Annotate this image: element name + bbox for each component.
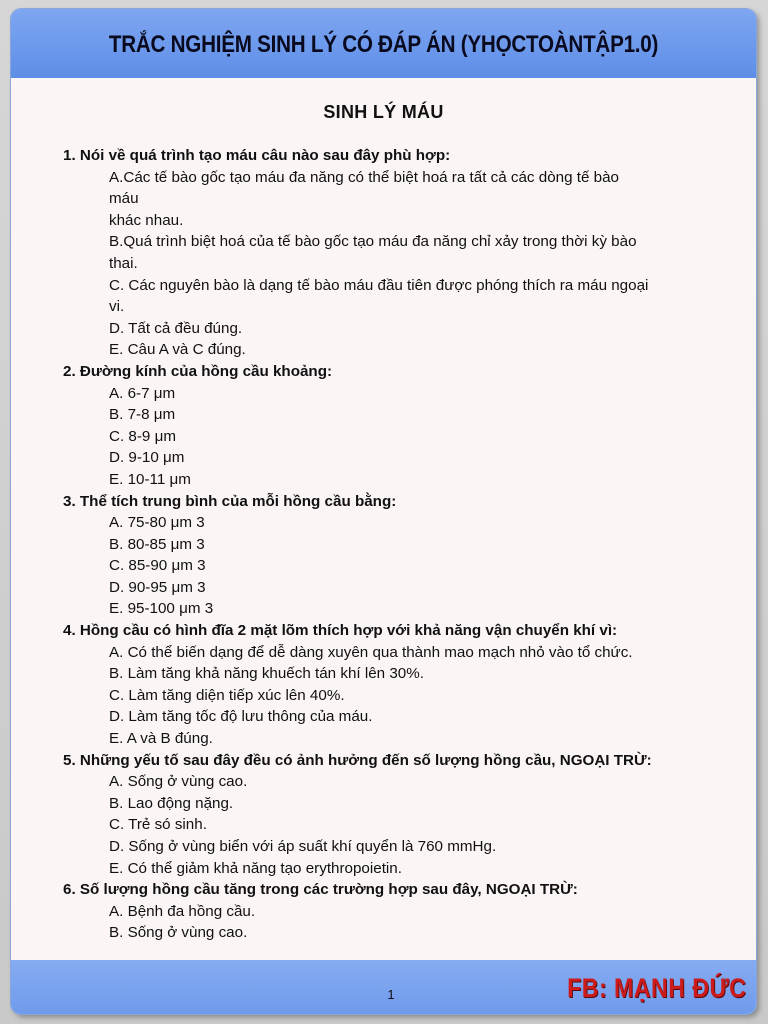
answer-option-line: A. Sống ở vùng cao.	[109, 773, 248, 791]
answer-option	[63, 275, 728, 318]
answer-option-line: E. Có thể giảm khả năng tạo erythropoietin.	[109, 859, 402, 877]
answer-option-line: D. Sống ở vùng biển với áp suất khí quyển là 760 mmHg.	[109, 838, 497, 855]
answer-option	[63, 922, 728, 944]
answer-option-line: B. Làm tăng khả năng khuếch tán khí lên 30%.	[109, 665, 424, 683]
answer-option-line: B.Quá trình biệt hoá của tế bào gốc tạo máu đa năng chỉ xảy trong thời kỳ bào	[109, 233, 637, 251]
answer-option-line: C. Trẻ só sinh.	[109, 816, 207, 834]
answer-option-line: D. Tất cả đều đúng.	[109, 319, 243, 337]
answer-option-line: A. Có thể biến dạng để dễ dàng xuyên qua thành mao mạch nhỏ vào tổ chức.	[109, 643, 633, 661]
answer-option-line: E. Câu A và C đúng.	[109, 341, 246, 359]
answer-option-line: E. 95-100 μm 3	[109, 600, 214, 618]
answer-option	[63, 534, 728, 556]
brand-signature: FB: MẠNH ĐỨC	[566, 973, 746, 1003]
question-text: 5. Những yếu tố sau đây đều có ảnh hưởng đến số lượng hồng cầu, NGOẠI TRỪ:	[63, 751, 652, 769]
footer-band	[11, 960, 756, 1014]
answer-option	[63, 663, 728, 685]
header-band	[11, 9, 756, 78]
answer-option	[63, 167, 728, 232]
answer-option	[63, 577, 728, 599]
answer-option-line: D. 90-95 μm 3	[109, 578, 206, 596]
answer-option-line: B. Sống ở vùng cao.	[109, 924, 248, 942]
answer-option-line: E. 10-11 μm	[109, 470, 191, 488]
question-text: 4. Hồng cầu có hình đĩa 2 mặt lõm thích hợp với khả năng vận chuyển khí vì:	[63, 622, 618, 640]
answer-option	[63, 447, 728, 469]
answer-option-line: E. A và B đúng.	[109, 730, 213, 748]
answer-option-line: A.Các tế bào gốc tạo máu đa năng có thể biệt hoá ra tất cả các dòng tế bào	[109, 168, 619, 186]
answer-option	[63, 814, 728, 836]
answer-option	[63, 383, 728, 405]
answer-option-line: A. Bệnh đa hồng cầu.	[109, 902, 256, 920]
answer-option-line: C. Làm tăng diện tiếp xúc lên 40%.	[109, 686, 345, 704]
answer-option	[63, 685, 728, 707]
answer-option-line: A. 6-7 μm	[109, 384, 176, 402]
answer-option	[63, 339, 728, 361]
answer-option	[63, 469, 728, 491]
question-text: 3. Thể tích trung bình của mỗi hồng cầu bằng:	[63, 492, 397, 510]
answer-option	[63, 231, 728, 274]
answer-option	[63, 642, 728, 664]
question-text: 6. Số lượng hồng cầu tăng trong các trường hợp sau đây, NGOẠI TRỪ:	[63, 881, 578, 899]
answer-option	[63, 426, 728, 448]
answer-option	[63, 901, 728, 923]
answer-option-line: B. 80-85 μm 3	[109, 535, 205, 553]
question-text: 1. Nói về quá trình tạo máu câu nào sau đây phù hợp:	[63, 147, 451, 164]
section-title: SINH LÝ MÁU	[323, 102, 444, 122]
answer-option	[63, 706, 728, 728]
answer-option-line: C. 8-9 μm	[109, 427, 176, 445]
answer-option-line: A. 75-80 μm 3	[109, 514, 205, 532]
question-list	[63, 145, 728, 944]
answer-option	[63, 404, 728, 426]
answer-option-line: khác nhau.	[109, 211, 184, 229]
answer-option	[63, 555, 728, 577]
answer-option	[63, 728, 728, 750]
answer-option-line: C. 85-90 μm 3	[109, 557, 206, 575]
answer-option-line: B. 7-8 μm	[109, 406, 176, 424]
answer-option	[63, 836, 728, 858]
question-text: 2. Đường kính của hồng cầu khoảng:	[63, 362, 333, 380]
answer-option-line: D. Làm tăng tốc độ lưu thông của máu.	[109, 708, 373, 726]
answer-option	[63, 598, 728, 620]
answer-option	[63, 858, 728, 880]
answer-option-line: vi.	[109, 298, 125, 316]
answer-option	[63, 318, 728, 340]
answer-option-line: thai.	[109, 254, 138, 272]
answer-option-line: B. Lao động nặng.	[109, 794, 234, 812]
page-frame	[11, 9, 756, 1014]
answer-option-line: D. 9-10 μm	[109, 449, 185, 467]
page-number: 1	[387, 987, 395, 1002]
answer-option	[63, 771, 728, 793]
answer-option	[63, 512, 728, 534]
answer-option-line: C. Các nguyên bào là dạng tế bào máu đầu tiên được phóng thích ra máu ngoại	[109, 276, 649, 294]
document-title: TRẮC NGHIỆM SINH LÝ CÓ ĐÁP ÁN (YHỌCTOÀNTẬP1.0)	[108, 31, 659, 58]
answer-option-line: máu	[109, 190, 139, 208]
answer-option	[63, 793, 728, 815]
